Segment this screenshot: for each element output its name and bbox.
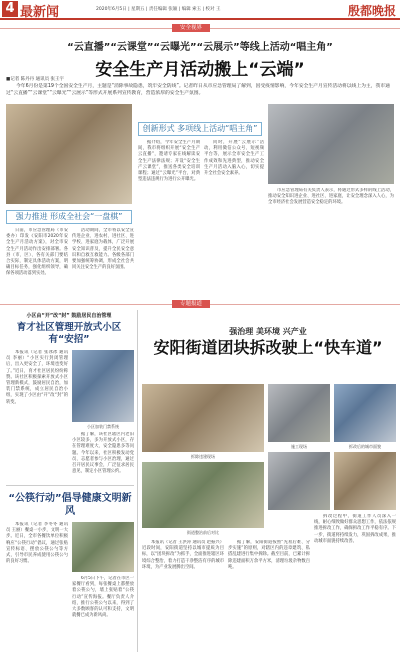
top-col-1 (6, 228, 68, 294)
top-col-2 (72, 228, 134, 294)
section-tag-special: 专题报道 (172, 300, 210, 308)
district-col-1 (142, 540, 224, 652)
district-col-3 (314, 514, 396, 652)
community-col-1 (6, 350, 68, 480)
district-col-2-text: 据了解，安阳街道按照“先易后难、分步实施”的原则，对辖区内的违章建筑、私搭乱建进行集中拆除。截至目前，已累计拆除违建面积万余平方米，清理垃圾杂物数百吨。 (228, 540, 310, 570)
section-bar-safety (0, 24, 400, 32)
top-col-1-text: 日前，市应急管理局（市安委办）印发《安阳市2020年安全生产月活动方案》，对全市安全生产月活动作出安排部署。各县（市、区）、各有关部门要结合实际，制定具体活动方案，明确目标任务，强化组织领导，确保各项活动落到实处。 (6, 228, 68, 277)
top-col-3 (138, 140, 200, 294)
district-col-2 (228, 540, 310, 652)
community-photo (72, 350, 134, 422)
top-col-4 (204, 140, 264, 294)
story-divider (6, 485, 134, 486)
district-photo-2 (268, 384, 330, 442)
issue-info: 2020年6月5日 | 星期五 | 责任编辑 张颖 | 编辑 索玉 | 校对 王 (96, 7, 221, 12)
community-col-2 (72, 432, 134, 480)
masthead (0, 0, 400, 20)
top-col-4-text: 同时，开展“云展示”活动，利用微信公众号、短视频平台等，展示全市安全生产工作成效和先进典型，推动安全生产月活动入脑入心，切实提升全社会安全素养。 (204, 140, 264, 177)
district-title: 安阳街道团块拆改驶上“快车道” (153, 338, 383, 357)
section-bar-special (0, 300, 400, 308)
top-byline: ■记者 陈丹丹 通讯员 张王宇 (6, 77, 65, 82)
section-tag-safety: 安全视界 (172, 24, 210, 32)
district-caption-1: 拆除违建现场 (191, 454, 215, 459)
section-name: 最新闻 (20, 5, 60, 20)
community-title: 育才社区管理开放式小区有“安招” (16, 322, 122, 345)
district-photo-1 (142, 384, 264, 452)
top-col-3-text: 据介绍，今年安全生产月期间，我市将组织开展“安全生产云直播”，邀请专家在线解读安全生产法律法规；开设“安全生产云课堂”，推送各类安全培训课程；通过“云曝光”平台，对典型违法违规行为进行公开曝光。 (138, 140, 200, 183)
district-photo-6 (334, 452, 396, 510)
civic-title: “公筷行动”倡导健康文明新风 (8, 493, 132, 517)
top-headline (0, 38, 400, 80)
top-col-5 (268, 188, 394, 294)
district-photo-4 (142, 462, 264, 528)
civic-col-1 (6, 522, 68, 652)
top-kicker: “云直播”“云课堂”“云曝光”“云展示”等线上活动“唱主角” (67, 42, 333, 53)
community-photo-caption: 小区加装门禁系统 (87, 424, 119, 429)
column-divider (137, 310, 138, 652)
newspaper-brand: 殷都晚报 (347, 4, 396, 18)
subhead-right: 创新形式 多项线上活动“唱主角” (138, 122, 262, 136)
page-number: 4 (2, 1, 18, 17)
district-col-3-text: 拆改过程中，街道工作人员深入一线，耐心细致做好群众思想工作，依法依规推进拆改工作，确保拆改工作平稳有序。下一步，街道将持续发力，巩固拆改成果，推动城市面貌持续改善。 (314, 514, 396, 544)
community-col-2-text: 据了解，该社区辖区内老旧小区较多，多为开放式小区，存在管理难度大、安全隐患多等问题。今年以来，社区积极发动党员、志愿者参与小区治理，通过召开居民议事会，广泛征求居民意见，制定小区管理公约。 (72, 432, 134, 475)
community-col-1-text: 本报讯（记者 张冰冰 通讯员 李丽）“小区实行封闭管理后，出入更安全了，环境也变好了。”近日，育才社区居民纷纷称赞。该社区积极探索开放式小区管理新模式，鼓励居民自治，加装门禁系统，成立居民自治小组，实现了小区由“开”改“封”的转变。 (6, 350, 68, 405)
top-col-5-text: 市应急管理局有关负责人表示，将通过形式多样的线上活动，推动安全知识进企业、进社区、进家庭，让安全理念深入人心，为全市经济社会发展营造安全稳定的环境。 (268, 188, 394, 206)
top-title: 安全生产月活动搬上“云端” (95, 60, 305, 80)
top-lead: 今年6月份是第19个全国安全生产月，主题是“消除事故隐患，筑牢安全防线”。记者昨日从市应急管理局了解到，因受疫情影响，今年安全生产月宣传活动将以线上为主，我市通过“云直播”“云课堂”“云曝光”“云展示”等形式开展系列宣传教育，营造浓厚的安全生产氛围。 (6, 84, 390, 96)
civic-photo (72, 522, 134, 572)
top-col-2-text: 活动期间，全市将以安全宣传进企业、进农村、进社区、进学校、进家庭为载体，广泛开展安全知识普及，提升全民安全意识和自救互救能力。各级各部门要加强统筹协调，形成全社会共同关注安全生产的良好氛围。 (72, 228, 134, 271)
district-col-1-text: 本报讯（记者 王洪涛 通讯员 赵振兴）近段时间，安阳街道坚持以城市提质为目标，以“团块拆改”为抓手，全面推进辖区环境综合整治，着力打造干净整洁有序的城市环境，为产业发展腾出空间。 (142, 540, 224, 570)
safety-photo-right (268, 104, 394, 184)
district-caption-3: 拆改后的城市面貌 (349, 444, 381, 449)
district-kicker: 强治理 美环境 兴产业 (229, 327, 307, 336)
community-kicker: 小区由“开”改“封” 鼓励居民自治管理 (26, 313, 112, 319)
district-caption-4: 街道整治前后对比 (187, 530, 219, 535)
civic-col-2 (72, 576, 134, 652)
subhead-left: 强力推进 形成全社会“一盘棋” (6, 210, 132, 224)
district-photo-5 (268, 452, 330, 510)
district-caption-2: 施工现场 (291, 444, 307, 449)
civic-col-2-text: 6月5日下午，记者在市区一家餐厅看到，每张餐桌上都摆放着公筷公勺，墙上张贴着“公筷行动”宣传海报。餐厅负责人介绍，推行公筷公勺以来，得到了大多数顾客的认可和支持，文明就餐已成为新风尚。 (72, 576, 134, 619)
safety-photo-left (6, 104, 132, 204)
civic-col-1-text: 本报讯（记者 李冬冬 通讯员 王丽）餐桌一小步，文明一大步。近日，全市各餐饮单位积极响应“公筷行动”倡议，通过张贴宣传标语、摆放公筷公勺等方式，引导市民养成使用公筷公勺的良好习惯。 (6, 522, 68, 565)
district-photo-3 (334, 384, 396, 442)
